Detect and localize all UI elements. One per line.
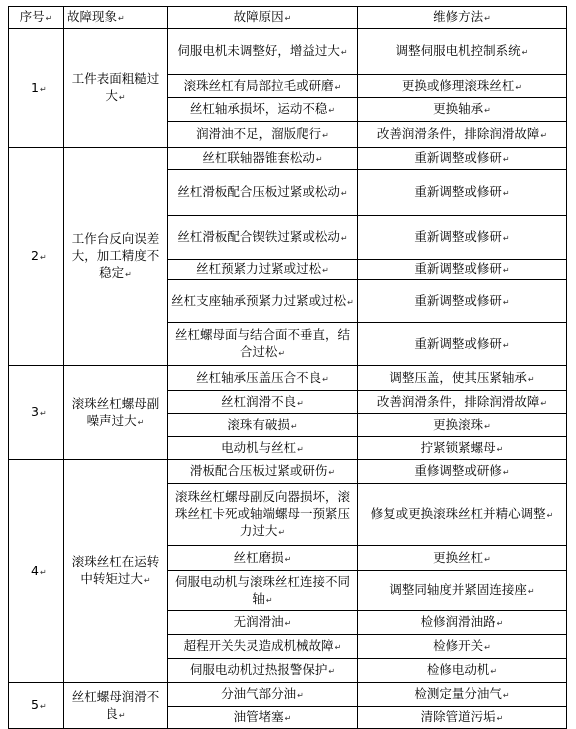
method-cell: 更换丝杠 ↵ [358, 546, 567, 571]
method-cell: 重修调整或研修 ↵ [358, 460, 567, 484]
method-cell: 修复或更换滚珠丝杠并精心调整 ↵ [358, 484, 567, 546]
cause-cell: 丝杠润滑不良 ↵ [168, 391, 358, 414]
method-cell: 更换轴承 ↵ [358, 98, 567, 122]
cause-cell: 伺服电动机过热报警保护 ↵ [168, 659, 358, 683]
cause-cell: 无润滑油 ↵ [168, 611, 358, 635]
method-cell: 检修润滑油路 ↵ [358, 611, 567, 635]
method-cell: 重新调整或修研 ↵ [358, 323, 567, 366]
method-cell: 更换或修理滚珠丝杠 ↵ [358, 75, 567, 98]
header-method: 维修方法↵ [358, 7, 567, 29]
header-cause: 故障原因↵ [168, 7, 358, 29]
header-symptom: 故障现象↵ [64, 7, 168, 29]
method-cell: 检修电动机 ↵ [358, 659, 567, 683]
method-cell: 改善润滑条件，排除润滑故障 ↵ [358, 391, 567, 414]
group-number: 1 ↵ [9, 29, 64, 148]
cause-cell: 油管堵塞 ↵ [168, 707, 358, 729]
method-cell: 重新调整或修研 ↵ [358, 260, 567, 280]
method-cell: 检测定量分油气 ↵ [358, 683, 567, 707]
table-container [8, 6, 567, 729]
cause-cell: 伺服电机未调整好，增益过大 ↵ [168, 29, 358, 75]
method-cell: 拧紧锁紧螺母 ↵ [358, 437, 567, 460]
table-row [9, 683, 567, 707]
method-cell: 调整压盖，使其压紧轴承 ↵ [358, 366, 567, 391]
method-cell: 更换滚珠 ↵ [358, 414, 567, 437]
cause-cell: 超程开关失灵造成机械故障 ↵ [168, 635, 358, 659]
table-row [9, 366, 567, 391]
group-symptom: 滚珠丝杠螺母副噪声过大 ↵ [64, 366, 168, 460]
method-cell: 重新调整或修研 ↵ [358, 170, 567, 216]
method-cell: 调整伺服电机控制系统 ↵ [358, 29, 567, 75]
method-cell: 重新调整或修研 ↵ [358, 148, 567, 170]
cause-cell: 丝杠滑板配合压板过紧或松动 ↵ [168, 170, 358, 216]
cause-cell: 丝杠轴承损坏，运动不稳 ↵ [168, 98, 358, 122]
method-cell: 清除管道污垢 ↵ [358, 707, 567, 729]
group-number: 5 ↵ [9, 683, 64, 729]
cause-cell: 丝杠滑板配合锲铁过紧或松动 ↵ [168, 216, 358, 260]
cause-cell: 滚珠有破损 ↵ [168, 414, 358, 437]
header-no: 序号↵ [9, 7, 64, 29]
group-symptom: 工件表面粗糙过大 ↵ [64, 29, 168, 148]
cause-cell: 丝杠轴承压盖压合不良 ↵ [168, 366, 358, 391]
method-cell: 重新调整或修研 ↵ [358, 216, 567, 260]
method-cell: 重新调整或修研 ↵ [358, 280, 567, 323]
group-number: 3 ↵ [9, 366, 64, 460]
method-cell: 改善润滑条件，排除润滑故障 ↵ [358, 122, 567, 148]
table-row [9, 148, 567, 170]
cause-cell: 丝杠预紧力过紧或过松 ↵ [168, 260, 358, 280]
cause-cell: 滑板配合压板过紧或研伤 ↵ [168, 460, 358, 484]
table-row [9, 29, 567, 75]
fault-table [8, 6, 567, 729]
group-number: 4 ↵ [9, 460, 64, 683]
group-number: 2 ↵ [9, 148, 64, 366]
group-symptom: 工作台反向误差大，加工精度不稳定 ↵ [64, 148, 168, 366]
cause-cell: 丝杠磨损 ↵ [168, 546, 358, 571]
cause-cell: 丝杠支座轴承预紧力过紧或过松 ↵ [168, 280, 358, 323]
cause-cell: 丝杠联轴器锥套松动 ↵ [168, 148, 358, 170]
cause-cell: 伺服电动机与滚珠丝杠连接不同轴 ↵ [168, 571, 358, 611]
cause-cell: 滚珠丝杠有局部拉毛或研磨 ↵ [168, 75, 358, 98]
table-row [9, 460, 567, 484]
group-symptom: 滚珠丝杠在运转中转矩过大 ↵ [64, 460, 168, 683]
cause-cell: 丝杠螺母面与结合面不垂直，结合过松 ↵ [168, 323, 358, 366]
cause-cell: 电动机与丝杠 ↵ [168, 437, 358, 460]
group-symptom: 丝杠螺母润滑不良 ↵ [64, 683, 168, 729]
method-cell: 调整同轴度并紧固连接座 ↵ [358, 571, 567, 611]
cause-cell: 滚珠丝杠螺母副反向器损坏，滚珠丝杠卡死或轴端螺母一预紧压力过大 ↵ [168, 484, 358, 546]
method-cell: 检修开关 ↵ [358, 635, 567, 659]
cause-cell: 分油气部分油 ↵ [168, 683, 358, 707]
header-row [9, 7, 567, 29]
cause-cell: 润滑油不足，溜版爬行 ↵ [168, 122, 358, 148]
